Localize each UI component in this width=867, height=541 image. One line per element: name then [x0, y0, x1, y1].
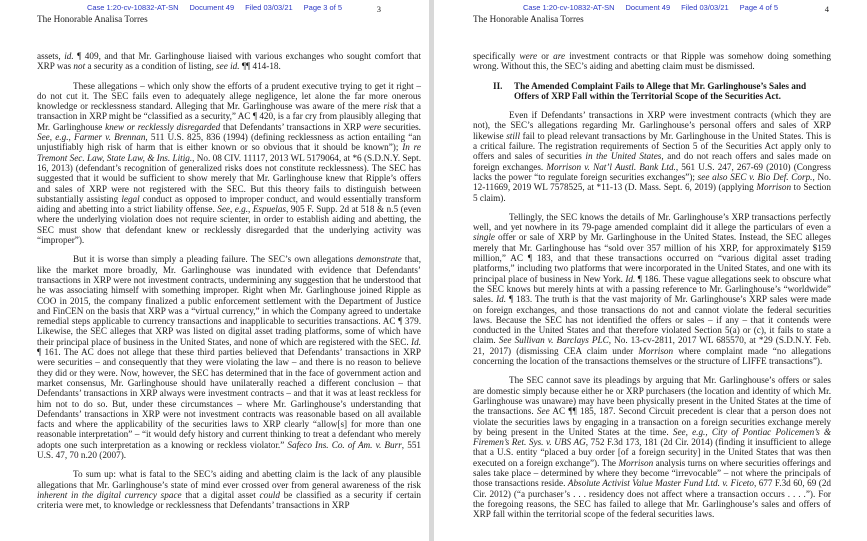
text-run: not — [73, 61, 86, 72]
text-run: , No. 08 CIV. 11117, 2013 WL 5179064, at *6 (S.D.N.Y. Sept. 16, 2013) (defendant’s recognition of generalized risks does not constitute recklessness). The SEC has suggested that it would be sufficient to show merely that Mr. Garlinghouse knew that Ripple’s offers and sales of XRP were not registered with the SEC. But this theory fails to distinguish between substantially assisting — [37, 152, 421, 204]
page-number: 3 — [376, 4, 381, 14]
page-body-text — [37, 51, 421, 519]
text-run: where complaint made “no allegations concerning the location of the transactions themselves or the structure of LIFFE transactions”). — [473, 345, 832, 367]
text-run: ¶ 161. The AC does not allege that these third parties believed that Defendants’ transactions in XRP were securities – and consequently that they were violating the law – and there is no reason to believe they did or they were. Now, however, the SEC has determined that in the face of government action and market consensus, Mr. Garlinghouse should have unilaterally reached a different conclusion – that Defendants’ transactions in XRP always were investment contracts – and that it was at least reckless for him not to do so. But, under these circumstances – where Mr. Garlinghouse’s understanding that Defendants’ transactions in XRP were not investment contracts was reasonable based on all available facts and where the applicability of the securities laws to XRP clearly “allow[s] for more than one reasonable interpretation” – “it would defy history and current thinking to treat a defendant who merely adopts one such interpretation as a knowing or reckless violator.” — [37, 347, 421, 450]
text-run: , 551 U.S. 47, 70 n.20 (2007). — [37, 439, 422, 460]
text-run: analysis turns on where securities offerings and sales take place – determined by where they become “irrevocable” – not where the principals of those transactions reside. — [473, 457, 831, 489]
text-run: Id. — [625, 273, 636, 284]
text-run: are — [553, 51, 566, 61]
text-run: See — [536, 406, 550, 417]
text-run: , 752 F.3d 173, 181 (2d Cir. 2014) (finding it insufficient to allege that a U.S. entity “placed a buy order [of a foreign security] in the United States that was then executed on a foreign exchange”). The — [473, 437, 832, 468]
text-run: , No. 13-cv-2811, 2017 WL 685570, at *29 (S.D.N.Y. Feb. 21, 2017) (dismissing CEA claim under — [473, 335, 831, 356]
body-paragraph — [473, 51, 831, 72]
text-run: to Section 5 claim). — [473, 182, 831, 203]
body-paragraph — [37, 81, 421, 246]
text-run: see also SEC v. Bio Def. Corp. — [697, 171, 813, 182]
text-run: See Sullivan v. Barclays PLC — [498, 335, 609, 346]
text-run: securities. — [381, 121, 421, 132]
text-run: Morrison — [618, 457, 654, 468]
text-run: assets, — [37, 51, 61, 61]
text-run: The Amended Complaint Fails to Allege that Mr. Garlinghouse’s Sales and Offers of XRP Fall within the Territorial Scope of the Securities Act. — [514, 80, 807, 101]
stamp-segment: Case 1:20-cv-10832-AT-SN — [522, 3, 615, 12]
text-run: conduct as opposed to improper conduct, and would essentially transform aiding and abetting into a strict liability offense. — [37, 193, 422, 215]
stamp-segment: Filed 03/03/21 — [245, 3, 293, 12]
body-paragraph — [473, 212, 831, 366]
document-page-3 — [0, 0, 429, 541]
body-paragraph — [37, 469, 421, 510]
text-run: See, e.g., City of Pontiac Policemen’s & Firemen’s Ret. Sys. v. UBS AG — [473, 426, 831, 448]
text-run: The SEC cannot save its pleadings by arguing that Mr. Garlinghouse’s offers or sales are domestic simply because either he or XRP purchasers (the location and identity of which Mr. Garlinghouse was unaware) may have been physically present in the United States at the time of the transactions. — [473, 375, 831, 417]
text-run: were — [519, 51, 538, 61]
text-run: , 677 F.3d 60, 69 (2d Cir. 2012) (“a purchaser’s . . . residency does not affect where a transaction occurs . . . .”). For the foregoing reasons, the SEC has failed to allege that Mr. Garlinghouse’s sales and offers of XRP fall within the territorial scope of the federal securities laws. — [473, 478, 832, 520]
body-paragraph — [473, 375, 831, 519]
text-run: Id. — [411, 336, 421, 347]
stamp-segment: Page 4 of 5 — [739, 3, 779, 12]
body-paragraph — [473, 110, 831, 203]
stamp-segment: Filed 03/03/21 — [681, 3, 729, 12]
text-run: investment contracts or that Ripple was somehow doing something wrong. Without this, the SEC’s aiding and abetting claim must be dismissed. — [473, 51, 831, 72]
text-run: still — [506, 130, 521, 141]
text-run: specifically — [473, 51, 520, 61]
text-run: or — [537, 51, 554, 61]
text-run: See, e.g., Espuelas — [217, 204, 286, 215]
text-run: that, like the market more broadly, Mr. Garlinghouse was inundated with evidence that Defendants’ transactions in XRP were not investment contracts, undermining any suggestion that he understood that he was associating himself with something improper. Right when Mr. Garlinghouse joined Ripple as COO in 2015, the company finalized a public enforcement settlement with the Department of Justice and FinCEN on the basis that XRP was a “virtual currency,” in which the Company agreed to undertake remedial steps applicable to currency transactions and inapplicable to securities transactions. AC ¶ 379. Likewise, the SEC alleges that XRP was listed on digital asset trading platforms, some of which have their principal place of business in the United States, and none of which are registered with the SEC. — [37, 254, 422, 347]
text-run: fail to plead relevant transactions by Mr. Garlinghouse in the United States. This is a critical failure. The registration requirements of Section 5 of the Securities Act apply only to offers and sales of securities — [473, 130, 831, 162]
section-heading — [473, 81, 831, 102]
page-body-text — [473, 51, 831, 528]
body-paragraph — [37, 51, 421, 72]
text-run: in the United States — [585, 151, 662, 162]
text-run: a security as a condition of listing, — [85, 61, 217, 72]
text-run: But it is worse than simply a pleading failure. The SEC’s own allegations — [73, 254, 357, 265]
text-run: To sum up: what is fatal to the SEC’s aiding and abetting claim is the lack of any plausible allegations that Mr. Garlinghouse’s state of mind ever crossed over from general awareness of the risk — [37, 469, 421, 490]
text-run: Morrison — [638, 345, 674, 356]
body-paragraph — [37, 254, 421, 460]
text-run: , 511 U.S. 825, 836 (1994) (defining recklessness as action entailing “an unjustifiably high risk of harm that is either known or so obvious that it should be known”); — [37, 132, 421, 153]
text-run: ¶ 186. These vague allegations seek to obscure what the SEC knows but merely hints at with a passing reference to Mr. Garlinghouse’s “worldwide” sales. — [473, 273, 831, 305]
text-run: These allegations – which only show the efforts of a prudent executive trying to get it right – do not cut it. The SEC fails even to adequately allege negligence, let alone the far more onerous knowledge or recklessness standard. Alleging that Mr. Garlinghouse was aware of the mere — [37, 80, 421, 112]
text-run: risk — [383, 101, 398, 112]
text-run: ¶¶ 414-18. — [239, 61, 281, 72]
text-run: AC ¶¶ 185, 187. Second Circuit precedent is clear that a person does not violate the securities laws by engaging in a transaction on a foreign securities exchange merely by being present in the United States at the time. — [473, 406, 831, 437]
stamp-segment: Case 1:20-cv-10832-AT-SN — [86, 3, 179, 12]
ecf-header-stamp — [434, 3, 867, 12]
ecf-header-stamp — [0, 3, 429, 12]
text-run: that Defendants’ transactions in XRP — [220, 121, 364, 132]
text-run: be classified as a security if certain criteria were met, to knowledge or recklessness that Defendants’ transactions in XRP — [37, 489, 421, 511]
salutation-line: The Honorable Analisa Torres — [37, 14, 148, 24]
text-run: offer or sale of XRP by Mr. Garlinghouse in the United States. Instead, the SEC alleges merely that Mr. Garlinghouse has “sold over 357 million of his XRP, for approximately $159 million,” AC ¶ 183, and that these transactions occurred on “various digital asset trading platforms,” including two platforms that were incorporated in the United States, and one with its principal place of business in New York. — [473, 232, 831, 284]
text-run: that a digital asset — [181, 489, 260, 500]
document-page-4 — [434, 0, 867, 541]
text-run: Morrison v. Nat’l Austl. Bank Ltd. — [546, 161, 676, 172]
text-run: In re Tremont Sec. Law, State Law, & Ins. Litig. — [37, 142, 421, 163]
text-run: Safeco Ins. Co. of Am. v. Burr — [287, 439, 402, 450]
text-run: ¶ 409, and that Mr. Garlinghouse liaised with various exchanges who sought comfort that XRP was — [37, 51, 421, 72]
text-run: See, e.g., Farmer v. Brennan — [37, 132, 146, 143]
text-run: , 905 F. Supp. 2d at 518 & n.5 (even where the underlying violation does not require scienter, in order to establish aiding and abetting, the SEC must show that defendant knew or recklessly disregarded that the underlying activity was “improper”). — [37, 204, 421, 246]
text-run: could — [259, 489, 280, 500]
stamp-segment: Document 49 — [625, 3, 671, 12]
salutation-line: The Honorable Analisa Torres — [473, 14, 584, 24]
text-run: inherent in the digital currency space — [37, 489, 182, 500]
text-run: Id. — [496, 294, 507, 305]
stamp-segment: Document 49 — [189, 3, 235, 12]
section-number: II. — [493, 80, 503, 91]
text-run: ¶ 183. The truth is that the vast majority of Mr. Garlinghouse’s XRP sales were made on foreign exchanges, and those transactions do not and cannot violate the federal securities laws. Because the SEC has not identified the offers or sales – if any – that it contends were conducted in the United States and that therefore violated Section 5(a) or (c), it fails to state a claim. — [473, 294, 832, 346]
text-run: , and do not reach offers and sales made on foreign exchanges. — [473, 151, 832, 172]
stamp-segment: Page 3 of 5 — [303, 3, 343, 12]
text-run: Absolute Activist Value Master Fund Ltd. v. Ficeto — [567, 478, 754, 489]
text-run: were — [363, 121, 382, 132]
text-run: Morrison — [756, 182, 792, 193]
text-run: , 561 U.S. 247, 267-69 (2010) (Congress lacks the power “to regulate foreign securities exchanges”); — [473, 161, 831, 182]
text-run: demonstrate — [356, 254, 402, 265]
text-run: Even if Defendants’ transactions in XRP were investment contracts (which they are not), the SEC’s allegations regarding Mr. Garlinghouse’s personal offers and sales of XRP likewise — [473, 110, 831, 141]
text-run: single — [473, 232, 495, 243]
page-number: 4 — [824, 4, 829, 14]
text-run: legal — [121, 193, 140, 204]
text-run: , No. 12-11669, 2019 WL 7578525, at *11-13 (D. Mass. Sept. 6, 2019) (applying — [473, 171, 831, 193]
text-run: knew or recklessly disregarded — [105, 121, 221, 132]
text-run: Tellingly, the SEC knows the details of Mr. Garlinghouse’s XRP transactions perfectly well, and yet nowhere in its 79-page amended complaint did it allege the particulars of even a — [473, 211, 831, 233]
text-run: that a transaction in XRP might be “classified as a security,” AC ¶ 420, is a far cry from plausibly alleging that Mr. Garlinghouse — [37, 101, 421, 132]
text-run: see id. — [216, 61, 240, 72]
text-run: id. — [60, 51, 74, 61]
